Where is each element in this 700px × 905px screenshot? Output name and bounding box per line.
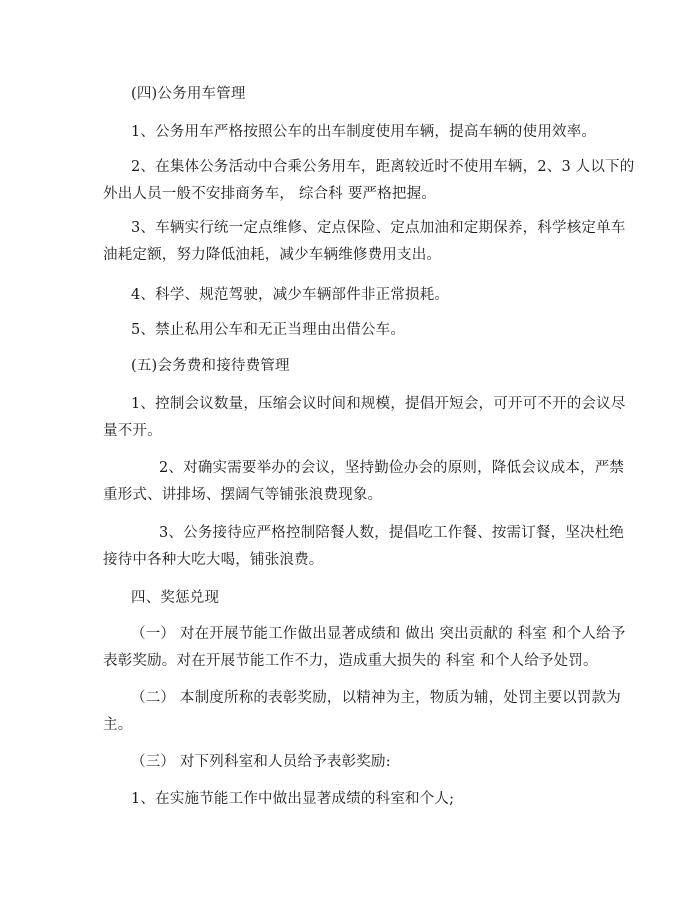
section-heading-rewards: 四、奖惩兑现 [131,590,220,606]
paragraph-line: （一） 对在开展节能工作做出显著成绩和 做出 突出贡献的 科室 和个人给予 [131,626,626,642]
section-heading-meeting: (五)会务费和接待费管理 [131,358,290,374]
paragraph-line: 表彰奖励。对在开展节能工作不力，造成重大损失的 科室 和个人给予处罚。 [103,653,598,669]
paragraph-line: 1、控制会议数量，压缩会议时间和规模，提倡开短会，可开可不开的会议尽 [131,396,626,412]
section-heading-vehicle: (四)公务用车管理 [131,86,246,102]
paragraph-line: 3、车辆实行统一定点维修、定点保险、定点加油和定期保养，科学核定单车 [131,220,626,236]
paragraph-line: （三） 对下列科室和人员给予表彰奖励: [131,754,391,770]
paragraph-line: 4、科学、规范驾驶，减少车辆部件非正常损耗。 [131,287,450,303]
paragraph-line: （二） 本制度所称的表彰奖励，以精神为主，物质为辅，处罚主要以罚款为 [131,690,621,706]
paragraph-line: 3、公务接待应严格控制陪餐人数，提倡吃工作餐、按需订餐，坚决杜绝 [159,525,625,541]
paragraph-line: 主。 [103,717,133,733]
paragraph-line: 重形式、讲排场、摆阔气等铺张浪费现象。 [103,487,383,503]
paragraph-line: 5、禁止私用公车和无正当理由出借公车。 [131,322,406,338]
paragraph-line: 外出人员一般不安排商务车， 综合科 要严格把握。 [103,186,437,202]
paragraph-line: 1、在实施节能工作中做出显著成绩的科室和个人; [131,791,455,807]
paragraph-line: 1、公务用车严格按照公车的出车制度使用车辆，提高车辆的使用效率。 [131,124,597,140]
paragraph-line: 2、对确实需要举办的会议，坚持勤俭办会的原则，降低会议成本，严禁 [159,460,625,476]
paragraph-line: 接待中各种大吃大喝，铺张浪费。 [103,552,324,568]
paragraph-line: 量不开。 [103,423,162,439]
paragraph-line: 油耗定额，努力降低油耗，减少车辆维修费用支出。 [103,247,442,263]
paragraph-line: 2、在集体公务活动中合乘公务用车，距离较近时不使用车辆，2、3 人以下的 [131,159,635,175]
